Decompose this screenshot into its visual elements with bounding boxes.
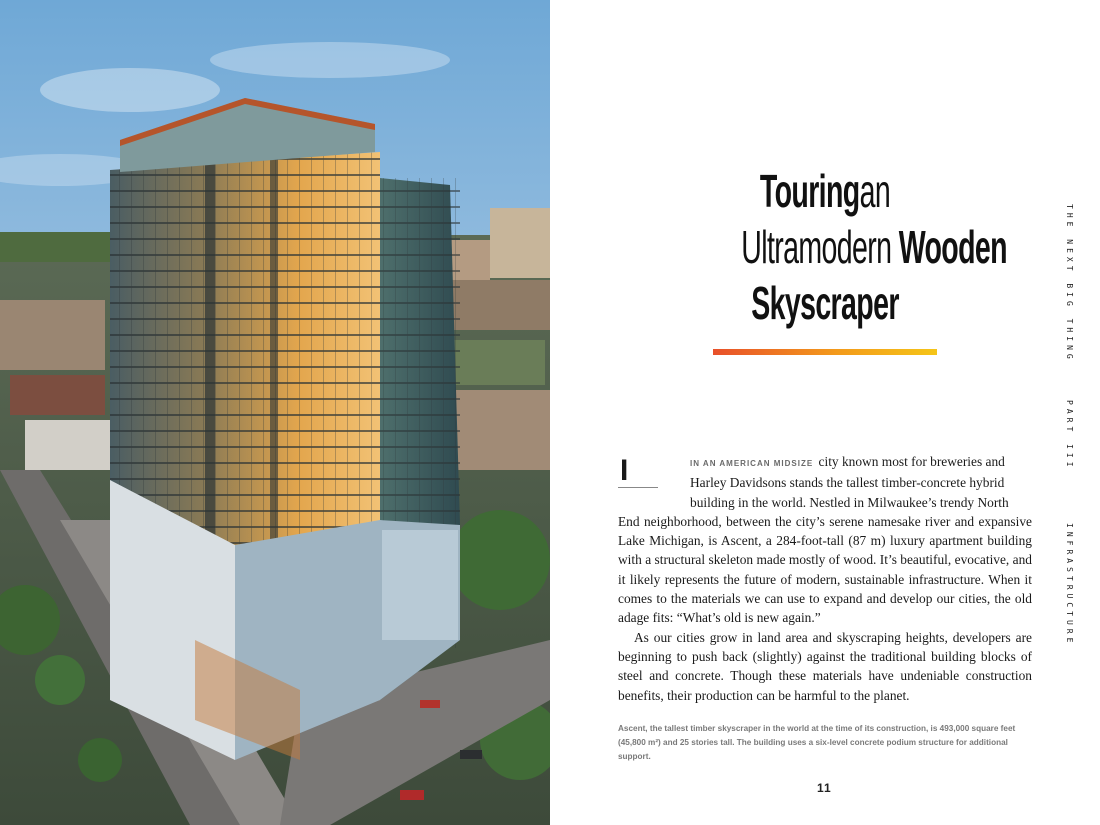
- title-line-1: [741, 165, 908, 224]
- drop-cap: I: [620, 454, 629, 487]
- paragraph-1-rest: End neighborhood, between the city’s serene namesake river and expansive Lake Michigan, is Ascent, a 284-foot-tall (87 m) luxury apartment building with a structural skeleton made mostly of wood. It’s beautiful, evocative, and it likely represents the future of modern, sustainable infrastructure. When it comes to the materials we can use to expand and develop our cities, the old adage fits: “What’s old is new again.”: [618, 513, 1032, 626]
- running-head-part: PART III: [1065, 400, 1074, 471]
- lead-line-3: building in the world. Nestled in Milwaukee’s trendy North: [690, 494, 1009, 510]
- page-number: 11: [817, 781, 832, 795]
- article-title: [690, 165, 1007, 336]
- article-page: [550, 0, 1100, 825]
- title-word-ultramodern: Ultramodern: [741, 221, 892, 273]
- title-gradient-rule: [713, 349, 937, 355]
- title-word-touring: Touring: [759, 165, 860, 217]
- running-head-book: THE NEXT BIG THING: [1065, 204, 1074, 363]
- title-line-3: [741, 277, 908, 336]
- lead-line-1: [618, 452, 1032, 473]
- lead-line-1-text: city known most for breweries and: [818, 454, 1005, 469]
- title-word-wooden: Wooden: [898, 221, 1007, 273]
- title-word-skyscraper: Skyscraper: [751, 277, 899, 329]
- title-word-an: an: [859, 165, 891, 217]
- paragraph-1: [618, 452, 1032, 628]
- lead-line-2: Harley Davidsons stands the tallest timber-concrete hybrid: [690, 475, 1005, 491]
- running-head-section: INFRASTRUCTURE: [1065, 523, 1074, 647]
- article-body: [618, 452, 1032, 705]
- lead-in-smallcaps: IN AN AMERICAN MIDSIZE: [690, 459, 814, 468]
- paragraph-2: As our cities grow in land area and skyscraping heights, developers are beginning to push back (slightly) against the traditional building blocks of steel and concrete. Though these materials have undeniable construction benefits, their production can be harmful to the planet.: [618, 629, 1032, 703]
- title-line-2: [741, 221, 1007, 280]
- photo-caption: Ascent, the tallest timber skyscraper in the world at the time of its construction, is 493,000 square feet (45,800 m²) and 25 stories tall. The building uses a six-level concrete podium structure for additional support.: [618, 724, 1016, 761]
